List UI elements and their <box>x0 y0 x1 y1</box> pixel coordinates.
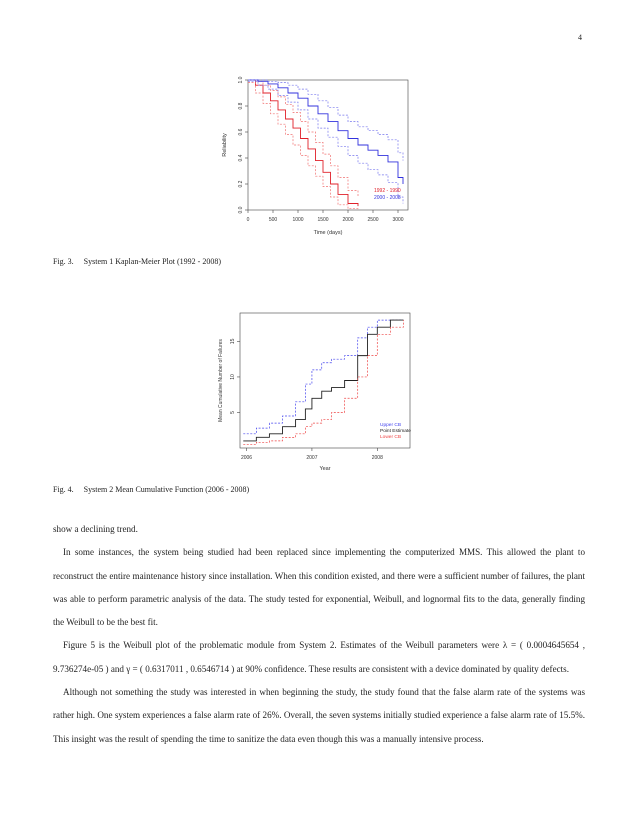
km-series-line-3 <box>248 80 403 184</box>
figure-4-caption <box>53 485 249 494</box>
y-tick-label: 15 <box>230 338 236 345</box>
legend-entry: 1992 - 1990 <box>374 188 401 194</box>
legend-entry: Point Estimate <box>380 429 411 434</box>
figure-3-caption <box>53 257 221 266</box>
y-tick-label: 5 <box>230 411 236 414</box>
y-tick-label: 1.0 <box>238 76 244 84</box>
y-tick-label: 0.6 <box>238 128 244 136</box>
y-tick-label: 10 <box>230 374 236 380</box>
x-tick-label: 2008 <box>371 455 383 461</box>
y-tick-label: 0.8 <box>238 102 244 110</box>
y-tick-label: 0.2 <box>238 180 244 188</box>
x-tick-label: 3000 <box>392 217 404 223</box>
legend-entry: 2000 - 2008 <box>374 195 401 201</box>
paragraph-1: show a declining trend. <box>53 524 138 534</box>
figure-3-caption-label: Fig. 3. <box>53 257 74 266</box>
figure-3-caption-text: System 1 Kaplan-Meier Plot (1992 - 2008) <box>83 257 221 266</box>
x-tick-label: 500 <box>268 217 278 223</box>
legend-entry: Upper CB <box>380 423 402 428</box>
x-tick-label: 2000 <box>342 217 354 223</box>
figure-4 <box>210 305 420 475</box>
x-axis-label: Year <box>319 466 331 472</box>
y-tick-label: 0.4 <box>238 154 244 162</box>
kaplan-meier-chart <box>210 70 420 245</box>
x-tick-label: 2006 <box>240 455 253 461</box>
x-axis-label: Time (days) <box>313 230 343 236</box>
figure-4-caption-text: System 2 Mean Cumulative Function (2006 - 2008) <box>83 485 250 494</box>
km-series-line-0 <box>248 80 358 206</box>
paragraph-2: In some instances, the system being studied had been replaced since implementing the computerized MMS. This allowed the plant to reconstruct the entire maintenance history since installation. When this condition existed, and there were a sufficient number of failures, the plant was able to perform parametric analysis of the data. The study tested for exponential, Weibull, and lognormal fits to the data, generally finding the Weibull to be the best fit. <box>53 547 585 628</box>
body-text <box>53 518 585 751</box>
x-tick-label: 1500 <box>317 217 329 223</box>
y-axis-label: Reliability <box>222 133 228 157</box>
x-tick-label: 2500 <box>367 217 379 223</box>
mcf-series-line-0 <box>243 320 403 434</box>
y-axis-label: Mean Cumulative Number of Failures <box>218 339 224 422</box>
figure-4-caption-label: Fig. 4. <box>53 485 74 494</box>
legend-entry: Lower CB <box>380 435 402 440</box>
y-tick-label: 0.0 <box>238 206 244 214</box>
figure-3 <box>210 70 420 245</box>
x-tick-label: 0 <box>246 217 250 223</box>
page-number: 4 <box>578 33 582 42</box>
km-series-line-4 <box>248 80 403 161</box>
x-tick-label: 1000 <box>292 217 304 223</box>
paragraph-3: Figure 5 is the Weibull plot of the problematic module from System 2. Estimates of the Weibull parameters were λ = ( 0.0004645654 , 9.736274e-05 ) and γ = ( 0.6317011 , 0.6546714 ) at 90% confidence. These results are consistent with a device dominated by quality defects. <box>53 640 585 674</box>
paragraph-4: Although not something the study was interested in when beginning the study, the study found that the false alarm rate of the systems was rather high. One system experiences a false alarm rate of 26%. Overall, the seven systems initially studied experience a false alarm rate of 15.5%. This insight was the result of spending the time to sanitize the data even though this was a manually intensive process. <box>53 687 585 744</box>
mcf-chart <box>210 305 420 475</box>
km-series-line-5 <box>248 81 403 203</box>
x-tick-label: 2007 <box>306 455 318 461</box>
